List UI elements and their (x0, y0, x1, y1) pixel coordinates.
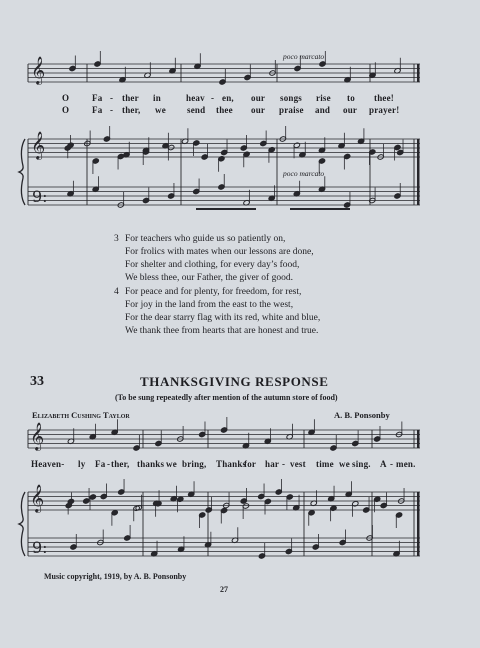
verse-line: For shelter and clothing, for every day’s food, (125, 260, 300, 270)
lyric-syllable: A (380, 459, 387, 469)
hymn-title: THANKSGIVING RESPONSE (140, 374, 329, 389)
composer-credit: A. B. Ponsonby (334, 410, 390, 420)
lyric-syllable: Thanks (216, 459, 247, 469)
lyric-syllable: har (265, 459, 280, 469)
lyric-syllable: songs (280, 93, 303, 103)
verse-line: For teachers who guide us so patiently on, (125, 234, 286, 244)
lyric-syllable: in (153, 93, 161, 103)
treble-clef: 𝄞 (31, 56, 46, 84)
lyric-syllable: - (107, 459, 111, 469)
lyric-syllable: rise (316, 93, 331, 103)
treble-clef: 𝄞 (30, 422, 45, 450)
final-barline (417, 430, 420, 448)
lyric-syllable: our (251, 93, 266, 103)
lyric-syllable: men. (396, 459, 416, 469)
lyric-syllable: thee! (374, 93, 394, 103)
treble-clef: 𝄞 (31, 131, 46, 159)
lyric-syllable: time (316, 459, 334, 469)
lyric-syllable: vest (290, 459, 306, 469)
lyric-syllable: - (110, 93, 114, 103)
verse-number: 4 (114, 287, 119, 297)
lyric-syllable: thanks (137, 459, 165, 469)
lyric-syllable: we (339, 459, 350, 469)
verse-line: We thank thee from hearts that are honest and true. (125, 326, 319, 336)
staff-brace (19, 139, 25, 205)
lyric-syllable: and (315, 105, 331, 115)
lyric-syllable: for (244, 459, 257, 469)
lyric-syllable: - (211, 93, 215, 103)
verse-4 (114, 286, 321, 338)
lyric-syllable: Fa (92, 105, 103, 115)
lyric-syllable: praise (279, 105, 304, 115)
lyric-syllable: Heaven- (31, 459, 65, 469)
lyric-syllable: prayer! (369, 105, 400, 115)
final-barline (417, 492, 420, 556)
verse-line: For the dear starry flag with its red, white and blue, (125, 313, 321, 323)
lyric-syllable: - (282, 459, 286, 469)
lyric-syllable: sing. (352, 459, 371, 469)
final-barline (417, 139, 420, 205)
lyric-syllable: Fa (95, 459, 106, 469)
author-credit: Elizabeth Cushing Taylor (32, 410, 130, 420)
lyric-syllable: to (347, 93, 355, 103)
staff-brace (19, 492, 25, 556)
verse-line: For peace and for plenty, for freedom, for rest, (125, 287, 302, 297)
lyric-syllable: we (166, 459, 177, 469)
lyric-syllable: ther, (111, 459, 130, 469)
lyric-syllable: thee (216, 105, 233, 115)
lyric-syllable: ly (78, 459, 86, 469)
lyric-syllable: send (187, 105, 206, 115)
verse-line: We bless thee, our Father, the giver of good. (125, 273, 293, 283)
hymn-number: 33 (30, 374, 44, 389)
bass-clef: 9: (32, 187, 48, 206)
verse-line: For joy in the land from the east to the west, (125, 300, 294, 310)
lyric-syllable: en, (222, 93, 234, 103)
lyric-syllable: O (62, 93, 70, 103)
lyric-syllable: Fa (92, 93, 103, 103)
lyric-syllable: our (343, 105, 358, 115)
lyric-syllable: - (110, 105, 114, 115)
lyric-syllable: we (155, 105, 166, 115)
page-number: 27 (220, 585, 228, 594)
lyric-syllable: bring, (182, 459, 207, 469)
verse-3 (114, 233, 314, 285)
copyright-notice: Music copyright, 1919, by A. B. Ponsonby (44, 572, 187, 581)
hymn-subtitle: (To be sung repeatedly after mention of the autumn store of food) (115, 393, 338, 402)
verse-line: For frolics with mates when our lessons are done, (125, 247, 314, 257)
tempo-marking-lower: poco marcato (283, 169, 325, 178)
lyric-syllable: our (251, 105, 266, 115)
final-barline (417, 64, 420, 82)
tempo-marking-upper: poco marcato (283, 52, 325, 61)
verse-number: 3 (114, 234, 119, 244)
treble-clef: 𝄞 (30, 484, 45, 512)
lyric-syllable: ther (122, 93, 139, 103)
lyric-syllable: heav (186, 93, 205, 103)
lyric-syllable: ther, (122, 105, 141, 115)
lyric-syllable: O (62, 105, 70, 115)
lyric-syllable: - (390, 459, 394, 469)
bass-clef: 9: (32, 538, 48, 557)
